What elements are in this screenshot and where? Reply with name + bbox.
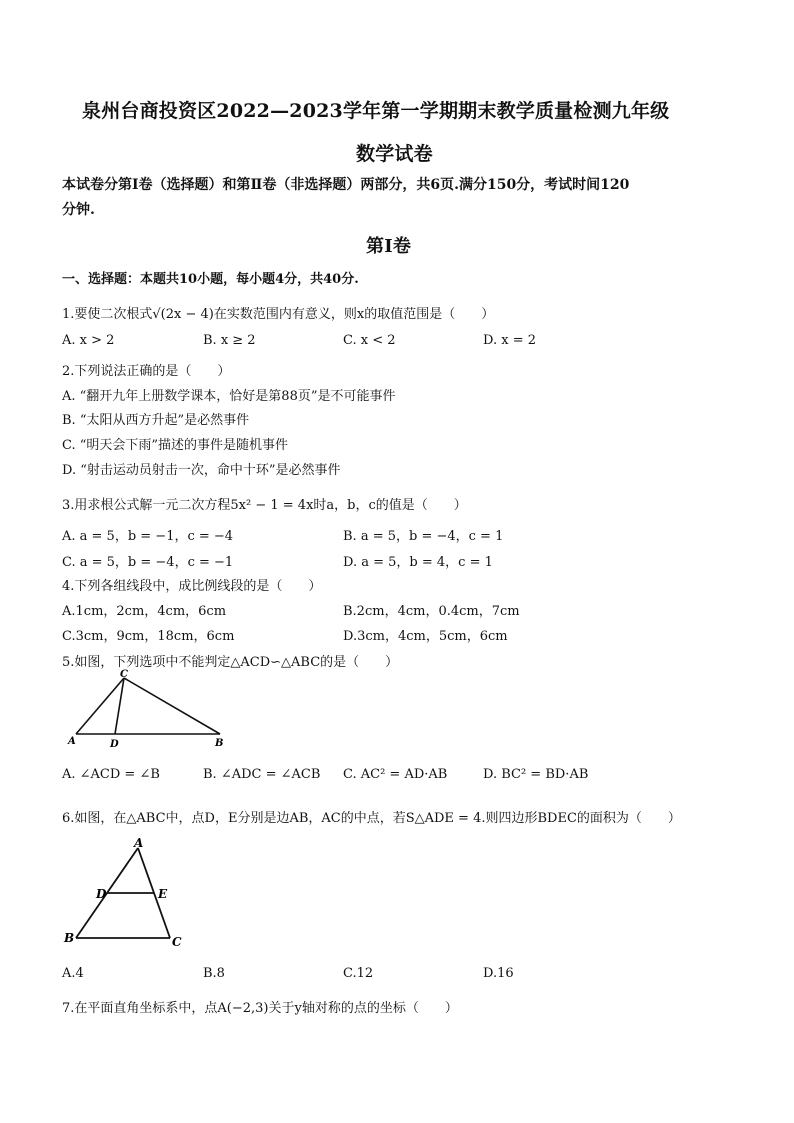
exam-subtitle: 数学试卷 [356, 143, 433, 165]
question-5-option-a: A. ∠ACD = ∠B [62, 767, 160, 782]
question-6-option-c: C.12 [343, 966, 374, 981]
question-3-option-a: A. a = 5，b = −1，c = −4 [62, 529, 234, 544]
question-2-option-b: B. “太阳从西方升起”是必然事件 [62, 413, 250, 428]
question-6-option-d: D.16 [483, 966, 514, 981]
label-b: B [64, 931, 75, 945]
question-6-stem: 6.如图，在△ABC中，点D，E分别是边AB，AC的中点，若S△ADE = 4.则四边形BDEC的面积为（ ） [62, 811, 681, 826]
label-a: A [134, 838, 144, 850]
question-2-stem: 2.下列说法正确的是（ ） [62, 364, 231, 379]
question-5-option-d: D. BC² = BD·AB [483, 767, 589, 782]
question-4-option-d: D.3cm，4cm，5cm，6cm [343, 629, 508, 644]
intro-line-2: 分钟. [62, 202, 95, 218]
question-1-option-a: A. x > 2 [62, 333, 115, 348]
label-a: A [68, 736, 76, 747]
question-2-option-d: D. “射击运动员射击一次，命中十环”是必然事件 [62, 463, 341, 478]
question-3-option-b: B. a = 5，b = −4，c = 1 [343, 529, 504, 544]
question-6-option-b: B.8 [203, 966, 225, 981]
question-4-option-c: C.3cm，9cm，18cm，6cm [62, 629, 235, 644]
question-4-stem: 4.下列各组线段中，成比例线段的是（ ） [62, 579, 322, 594]
question-6-option-a: A.4 [62, 966, 84, 981]
exam-title: 泉州台商投资区2022—2023学年第一学期期末教学质量检测九年级 [82, 100, 670, 122]
label-d: D [96, 887, 107, 901]
label-e: E [158, 887, 168, 901]
segment-bc [124, 678, 220, 734]
label-b: B [215, 738, 224, 749]
question-1-option-d: D. x = 2 [483, 333, 536, 348]
question-3-stem: 3.用求根公式解一元二次方程5x² − 1 = 4x时a，b，c的值是（ ） [62, 498, 467, 513]
question-5-figure [64, 668, 234, 752]
question-7-stem: 7.在平面直角坐标系中，点A(−2,3)关于y轴对称的点的坐标（ ） [62, 1001, 458, 1016]
question-1-stem: 1.要使二次根式√(2x − 4)在实数范围内有意义，则x的取值范围是（ ） [62, 307, 495, 322]
question-3-option-c: C. a = 5，b = −4，c = −1 [62, 555, 234, 570]
question-1-option-b: B. x ≥ 2 [203, 333, 256, 348]
intro-line-1: 本试卷分第Ⅰ卷（选择题）和第Ⅱ卷（非选择题）两部分，共6页.满分150分，考试时间120 [62, 177, 630, 193]
part-title: 第Ⅰ卷 [366, 236, 412, 257]
section-heading: 一、选择题：本题共10小题，每小题4分，共40分. [62, 272, 359, 287]
question-3-option-d: D. a = 5，b = 4，c = 1 [343, 555, 493, 570]
label-d: D [110, 739, 119, 750]
question-5-stem: 5.如图，下列选项中不能判定△ACD∽△ABC的是（ ） [62, 655, 399, 670]
question-4-option-a: A.1cm，2cm，4cm，6cm [62, 604, 227, 619]
question-2-option-c: C. “明天会下雨”描述的事件是随机事件 [62, 438, 289, 453]
question-1-option-c: C. x < 2 [343, 333, 396, 348]
label-c: C [172, 935, 182, 949]
question-5-option-b: B. ∠ADC = ∠ACB [203, 767, 321, 782]
question-2-option-a: A. “翻开九年上册数学课本，恰好是第88页”是不可能事件 [62, 389, 396, 404]
question-4-option-b: B.2cm，4cm，0.4cm，7cm [343, 604, 520, 619]
question-5-option-c: C. AC² = AD·AB [343, 767, 448, 782]
label-c: C [120, 669, 128, 680]
question-6-figure [62, 838, 192, 952]
